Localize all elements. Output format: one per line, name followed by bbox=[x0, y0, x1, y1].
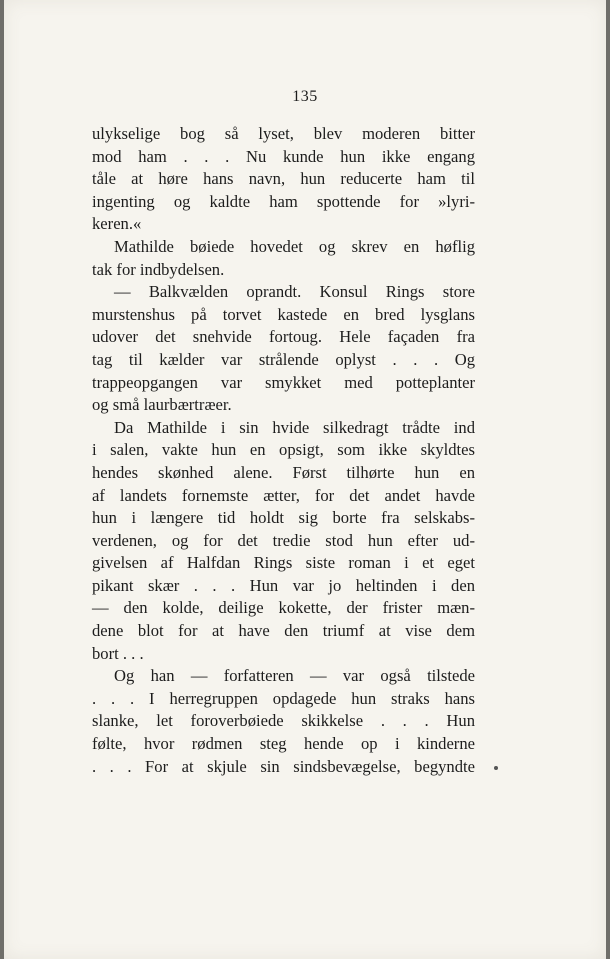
body-text bbox=[92, 123, 475, 778]
text-line: bort . . . bbox=[92, 643, 144, 663]
text-line: og små laurbærtræer. bbox=[92, 395, 232, 415]
text-line: ingenting og kaldte ham spottende for »lyri- bbox=[92, 191, 475, 211]
margin-dot-mark bbox=[494, 766, 498, 770]
text-line: dene blot for at have den triumf at vise dem bbox=[92, 621, 475, 641]
text-line: tak for indbydelsen. bbox=[92, 259, 225, 279]
text-line: af landets fornemste ætter, for det andet havde bbox=[92, 485, 475, 505]
text-line: keren.« bbox=[92, 214, 142, 234]
text-line: følte, hvor rødmen steg hende op i kinderne bbox=[92, 734, 475, 754]
text-line: mod ham . . . Nu kunde hun ikke engang bbox=[92, 146, 475, 166]
text-line: Da Mathilde i sin hvide silkedragt trådte ind bbox=[114, 417, 475, 437]
text-line: Og han — forfatteren — var også tilstede bbox=[114, 666, 475, 686]
page-number: 135 bbox=[292, 88, 318, 105]
text-line: . . . For at skjule sin sindsbevægelse, begyndte bbox=[92, 756, 475, 776]
text-line: pikant skær . . . Hun var jo heltinden i den bbox=[92, 575, 475, 595]
text-line: ulykselige bog så lyset, blev moderen bitter bbox=[92, 124, 475, 143]
text-line: hun i længere tid holdt sig borte fra selskabs- bbox=[92, 508, 475, 528]
text-line: tag til kælder var strålende oplyst . . . Og bbox=[92, 349, 475, 369]
text-line: . . . I herregruppen opdagede hun straks hans bbox=[92, 688, 475, 708]
text-line: — den kolde, deilige kokette, der frister mæn- bbox=[92, 598, 475, 618]
text-line: udover det snehvide fortoug. Hele façaden fra bbox=[92, 327, 475, 347]
text-line: slanke, let foroverbøiede skikkelse . . . Hun bbox=[92, 711, 475, 731]
text-line: hendes skønhed alene. Først tilhørte hun en bbox=[92, 462, 475, 482]
book-page bbox=[4, 0, 606, 959]
text-line: givelsen af Halfdan Rings siste roman i et eget bbox=[92, 553, 475, 573]
text-line: trappeopgangen var smykket med potteplanter bbox=[92, 372, 475, 392]
text-line: i salen, vakte hun en opsigt, som ikke skyldtes bbox=[92, 440, 475, 460]
text-line: Mathilde bøiede hovedet og skrev en høflig bbox=[114, 236, 475, 256]
text-line: — Balkvælden oprandt. Konsul Rings store bbox=[114, 282, 475, 302]
text-line: verdenen, og for det tredie stod hun efter ud- bbox=[92, 530, 475, 550]
text-line: murstenshus på torvet kastede en bred lysglans bbox=[92, 304, 475, 324]
text-line: tåle at høre hans navn, hun reducerte ham til bbox=[92, 169, 475, 189]
